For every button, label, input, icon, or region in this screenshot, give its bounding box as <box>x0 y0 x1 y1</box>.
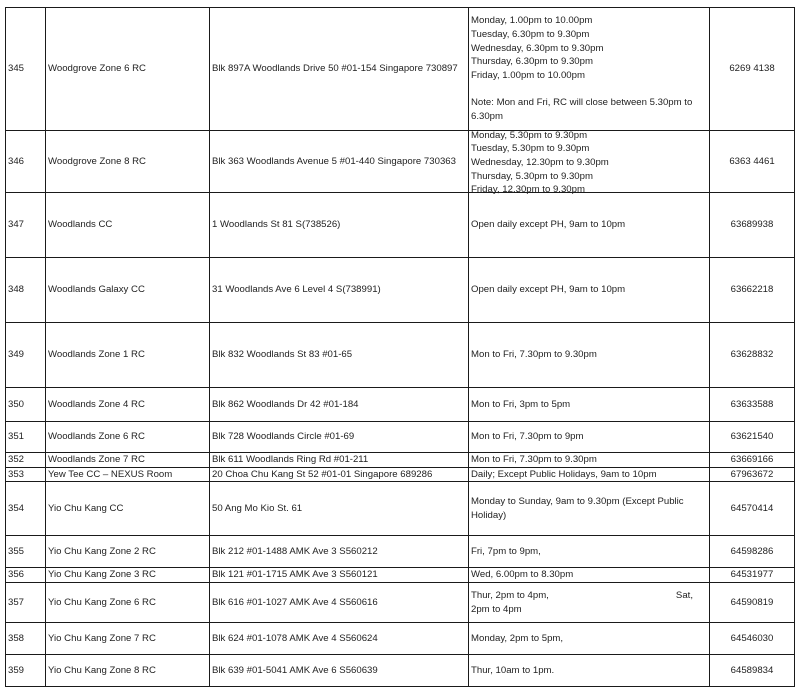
hours-line: Mon to Fri, 7.30pm to 9pm <box>471 431 584 443</box>
hours-line: Thur, 2pm to 4pm, <box>471 589 549 601</box>
telephone: 63669166 <box>710 453 795 468</box>
venue-name: Woodgrove Zone 8 RC <box>46 131 210 193</box>
venue-name: Yio Chu Kang Zone 3 RC <box>46 568 210 583</box>
telephone: 63662218 <box>710 258 795 323</box>
opening-hours <box>469 655 710 687</box>
table-row <box>6 482 795 536</box>
hours-line: Tuesday, 6.30pm to 9.30pm <box>471 28 590 40</box>
hours-line: Friday, 12.30pm to 9.30pm <box>471 184 585 196</box>
venue-address: Blk 624 #01-1078 AMK Ave 4 S560624 <box>210 623 469 655</box>
opening-hours <box>469 323 710 388</box>
venue-address: Blk 212 #01-1488 AMK Ave 3 S560212 <box>210 536 469 568</box>
hours-line: Monday to Sunday, 9am to 9.30pm (Except Public <box>471 496 684 508</box>
venue-address: 20 Choa Chu Kang St 52 #01-01 Singapore 689286 <box>210 467 469 482</box>
telephone: 6363 4461 <box>710 131 795 193</box>
venue-address: Blk 121 #01-1715 AMK Ave 3 S560121 <box>210 568 469 583</box>
table-row <box>6 193 795 258</box>
venue-address: Blk 897A Woodlands Drive 50 #01-154 Singapore 730897 <box>210 8 469 131</box>
venue-name: Woodlands Zone 1 RC <box>46 323 210 388</box>
telephone: 63633588 <box>710 388 795 422</box>
telephone: 67963672 <box>710 467 795 482</box>
row-number: 354 <box>6 482 46 536</box>
hours-line: Monday, 2pm to 5pm, <box>471 632 564 644</box>
venue-name: Woodgrove Zone 6 RC <box>46 8 210 131</box>
telephone: 63628832 <box>710 323 795 388</box>
venue-name: Yio Chu Kang Zone 2 RC <box>46 536 210 568</box>
row-number: 355 <box>6 536 46 568</box>
venue-address: Blk 616 #01-1027 AMK Ave 4 S560616 <box>210 583 469 623</box>
table-row <box>6 536 795 568</box>
venue-name: Yio Chu Kang CC <box>46 482 210 536</box>
hours-line: Daily; Except Public Holidays, 9am to 10pm <box>471 468 657 480</box>
telephone: 64531977 <box>710 568 795 583</box>
table-row <box>6 8 795 131</box>
row-number: 350 <box>6 388 46 422</box>
table-row <box>6 623 795 655</box>
hours-line: Monday, 1.00pm to 10.00pm <box>471 15 593 27</box>
opening-hours <box>469 8 710 131</box>
hours-line-right: Sat, <box>675 589 693 601</box>
opening-hours <box>469 193 710 258</box>
row-number: 356 <box>6 568 46 583</box>
table-row <box>6 655 795 687</box>
table-row <box>6 467 795 482</box>
hours-line: Mon to Fri, 3pm to 5pm <box>471 398 571 410</box>
hours-line: Friday, 1.00pm to 10.00pm <box>471 70 585 81</box>
venue-address: 1 Woodlands St 81 S(738526) <box>210 193 469 258</box>
opening-hours <box>469 482 710 536</box>
telephone: 64546030 <box>710 623 795 655</box>
table-row <box>6 258 795 323</box>
telephone: 63621540 <box>710 422 795 453</box>
venue-name: Woodlands Zone 4 RC <box>46 388 210 422</box>
hours-line: Monday, 5.30pm to 9.30pm <box>471 129 588 141</box>
venue-address: Blk 728 Woodlands Circle #01-69 <box>210 422 469 453</box>
hours-line: Open daily except PH, 9am to 10pm <box>471 219 626 231</box>
opening-hours <box>469 536 710 568</box>
opening-hours <box>469 583 710 623</box>
opening-hours <box>469 453 710 468</box>
hours-line: Wednesday, 6.30pm to 9.30pm <box>471 42 604 54</box>
table-row <box>6 453 795 468</box>
row-number: 352 <box>6 453 46 468</box>
row-number: 359 <box>6 655 46 687</box>
hours-line: Holiday) <box>471 509 507 521</box>
hours-line: Thursday, 5.30pm to 9.30pm <box>471 170 593 182</box>
venue-address: 50 Ang Mo Kio St. 61 <box>210 482 469 536</box>
venue-name: Yio Chu Kang Zone 7 RC <box>46 623 210 655</box>
row-number: 348 <box>6 258 46 323</box>
row-number: 351 <box>6 422 46 453</box>
hours-line: Wednesday, 12.30pm to 9.30pm <box>471 156 609 168</box>
venue-address: Blk 639 #01-5041 AMK Ave 6 S560639 <box>210 655 469 687</box>
venue-name: Woodlands Galaxy CC <box>46 258 210 323</box>
venue-address: 31 Woodlands Ave 6 Level 4 S(738991) <box>210 258 469 323</box>
opening-hours <box>469 388 710 422</box>
hours-line: 2pm to 4pm <box>471 603 522 615</box>
opening-hours <box>469 623 710 655</box>
row-number: 353 <box>6 467 46 482</box>
table-row <box>6 422 795 453</box>
row-number: 358 <box>6 623 46 655</box>
opening-hours <box>469 467 710 482</box>
venue-address: Blk 611 Woodlands Ring Rd #01-211 <box>210 453 469 468</box>
table-row <box>6 131 795 193</box>
hours-line: Mon to Fri, 7.30pm to 9.30pm <box>471 454 597 465</box>
hours-line: Wed, 6.00pm to 8.30pm <box>471 569 574 581</box>
hours-line: Mon to Fri, 7.30pm to 9.30pm <box>471 349 597 361</box>
opening-hours <box>469 129 710 196</box>
telephone: 64570414 <box>710 482 795 536</box>
hours-line: Tuesday, 5.30pm to 9.30pm <box>471 143 590 155</box>
venue-name: Yio Chu Kang Zone 8 RC <box>46 655 210 687</box>
table-row <box>6 388 795 422</box>
hours-line: Thursday, 6.30pm to 9.30pm <box>471 56 593 68</box>
table-row <box>6 323 795 388</box>
telephone: 64590819 <box>710 583 795 623</box>
venue-name: Yio Chu Kang Zone 6 RC <box>46 583 210 623</box>
venue-name: Woodlands Zone 6 RC <box>46 422 210 453</box>
venue-address: Blk 862 Woodlands Dr 42 #01-184 <box>210 388 469 422</box>
venue-name: Yew Tee CC – NEXUS Room <box>46 467 210 482</box>
row-number: 357 <box>6 583 46 623</box>
venue-address: Blk 832 Woodlands St 83 #01-65 <box>210 323 469 388</box>
venue-address: Blk 363 Woodlands Avenue 5 #01-440 Singapore 730363 <box>210 131 469 193</box>
hours-line: Thur, 10am to 1pm. <box>471 664 555 676</box>
telephone: 6269 4138 <box>710 8 795 131</box>
telephone: 63689938 <box>710 193 795 258</box>
row-number: 349 <box>6 323 46 388</box>
telephone: 64598286 <box>710 536 795 568</box>
hours-line: Open daily except PH, 9am to 10pm <box>471 284 626 296</box>
table-row <box>6 583 795 623</box>
opening-hours <box>469 422 710 453</box>
opening-hours <box>469 568 710 583</box>
hours-note: Note: Mon and Fri, RC will close between 5.30pm to <box>471 97 693 109</box>
opening-hours <box>469 258 710 323</box>
row-number: 347 <box>6 193 46 258</box>
hours-line: Fri, 7pm to 9pm, <box>471 546 541 558</box>
venue-table <box>5 7 795 687</box>
venue-name: Woodlands Zone 7 RC <box>46 453 210 468</box>
venue-name: Woodlands CC <box>46 193 210 258</box>
row-number: 345 <box>6 8 46 131</box>
hours-note: 6.30pm <box>471 111 503 123</box>
row-number: 346 <box>6 131 46 193</box>
telephone: 64589834 <box>710 655 795 687</box>
table-row <box>6 568 795 583</box>
